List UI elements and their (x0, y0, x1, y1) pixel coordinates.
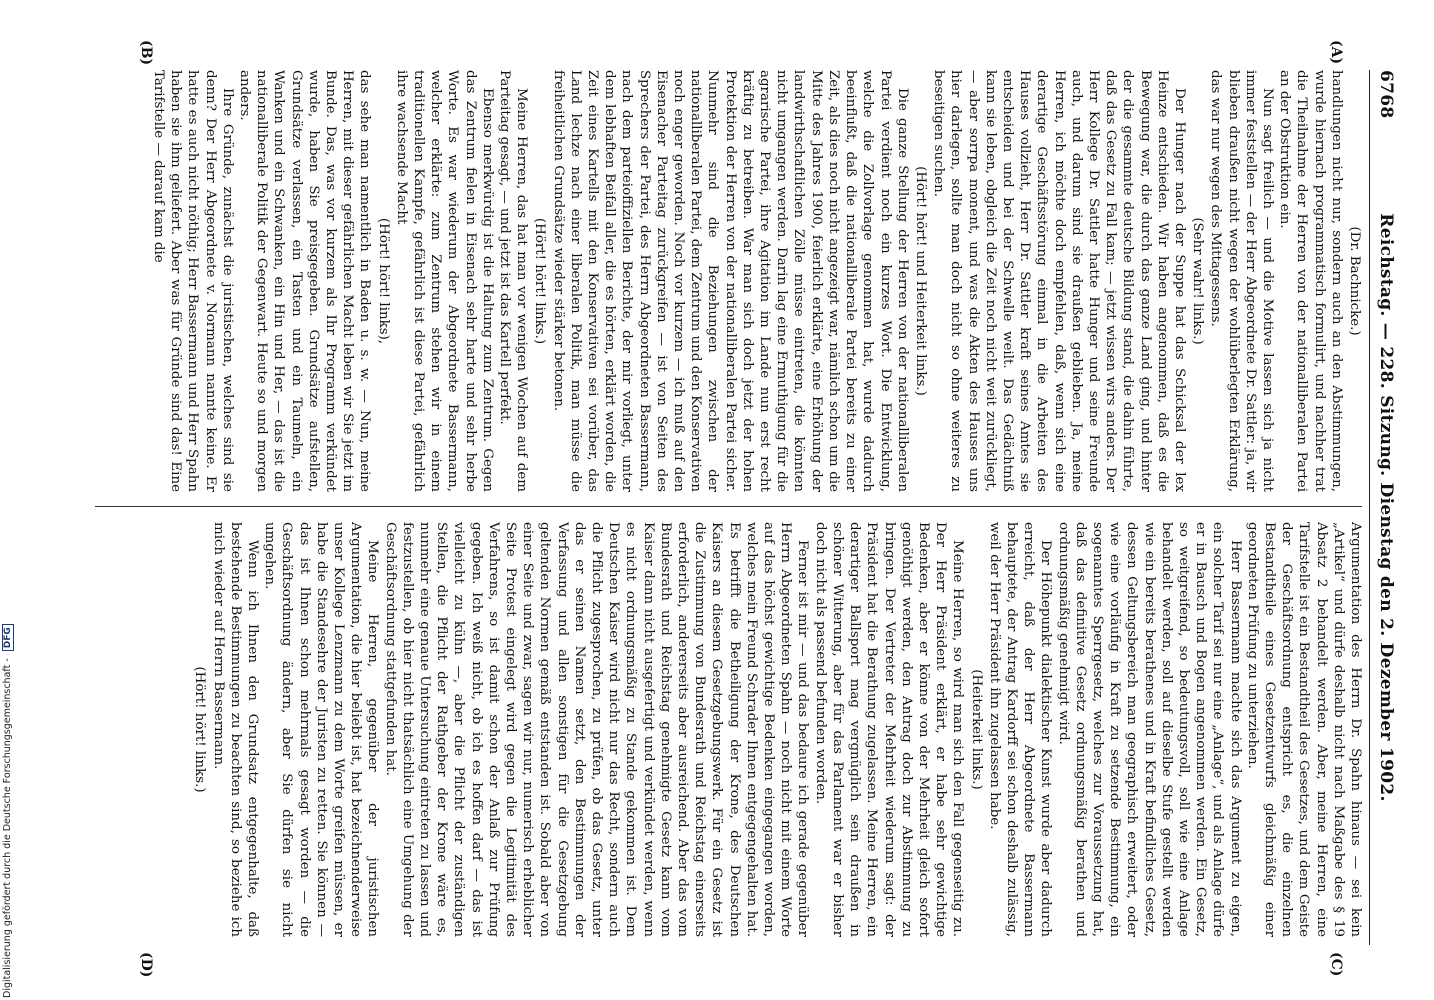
page-header (1370, 70, 1400, 945)
margin-letter-d: (D) (138, 952, 154, 978)
interjection: (Hört! hört! links.) (192, 666, 208, 793)
paragraph: handlungen nicht nur, sondern auch an den Abstimmungen, wurde hiernach programmatisch formulirt, und nachher trat die Theilnahme der Herren von der nationalliberalen Partei an der Obstruktion ein. (1277, 70, 1344, 492)
paragraph: Argumentation des Herrn Dr. Spahn hinaus — sei kein „Artikel“ und dürfe deshalb nicht nach Maßgabe des § 19 Absatz 2 behandelt werden. Aber, meine Herren, eine Tarifstelle ist ein Bestandtheil des Gesetzes, und dem Geiste der Geschäftsordnung entspricht es, die einzelnen Bestandtheile eines Gesetzentwurfs gleichmäßig einer geordneten Prüfung zu unterziehen. (1244, 522, 1363, 937)
session-title: Reichstag. — 228. Sitzung. Dienstag den 2. Dezember 1902. (1376, 213, 1396, 802)
paragraph: Der Höhepunkt dialektischer Kunst wurde aber dadurch erreicht, daß der Herr Abgeordnete Bassermann behauptete, der Antrag Kardorff sei schon deshalb zulässig, weil der Herr Präsident ihn zugelassen habe. (986, 522, 1054, 937)
digitization-credit (2, 624, 14, 998)
paragraph: Die ganze Stellung der Herren von der nationalliberalen Partei verdient noch ein kurzes Wort. Die Entwicklung, welche die Zollvorlage genommen hat, wurde dadurch beeinflußt, daß die nationalliberale Partei bereits zu einer Zeit, als dies noch nicht angezeigt war, nämlich schon um die Mitte des Jahres 1900, feierlich erklärte, eine Erhöhung der landwirthschaftlichen Zölle müsse eintreten, die könnten nicht umgangen werden. Darin lag eine Ermuthigung für die agrarische Partei, ihre Agitation im Lande nun erst recht kräftig zu betreiben. War man sich doch jetzt der hohen Protektion der Herren von der nationalliberalen Partei sicher. Nunmehr sind die Beziehungen zwischen der nationalliberalen Partei, dem Zentrum und den Konservativen noch enger geworden. Noch vor kurzem — ich muß auf den Eisenacher Parteitag zurückgreifen — ist von Seiten des Sprechers der Partei, des Herrn Abgeordneten Bassermann, nach dem parteioffiziellen Berichte, der mir vorliegt, unter dem lebhaften Beifall aller, die es hörten, erklärt worden, die Zeit eines Kartells mit den Konservativen sei vorüber, das Land lechze nach einer liberalen Politik, man müsse die freiheitlichen Grundsätze wieder stärker betonen. (550, 70, 910, 492)
margin-letter-a: (A) (1328, 40, 1344, 65)
paragraph: Wenn ich Ihnen den Grundsatz entgegenhalte, daß bestehende Bestimmungen zu beachten sind, so beziehe ich mich wieder auf Herrn Bassermann. (210, 522, 260, 937)
column-divider (95, 506, 1362, 507)
interjection: (Hört! hört! und Heiterkeit links.) (912, 166, 928, 396)
paragraph: Ferner ist mir — und das bedaure ich gerade gegenüber Herrn Abgeordneten Spahn — noch nicht mit einem Worte auf das höchst gewichtige Bedenken eingegangen worden, welches mein Freund Schrader Ihnen entgegengehalten hat. Es betrifft die Betheiligung der Krone, des Deutschen Kaisers an diesem Gesetzgebungswerk. Für ein Gesetz ist die Zustimmung von Bundesrath und Reichstag einerseits erforderlich, andererseits aber ausreichend. Aber das vom Bundesrath und Reichstag genehmigte Gesetz kann vom Kaiser dann nicht ausgefertigt und verkündet werden, wenn es nicht ordnungsmäßig zu Stande gekommen ist. Dem Deutschen Kaiser wird nicht nur das Recht, sondern auch die Pflicht zugesprochen, zu prüfen, ob das Gesetz, unter das er seinen Namen setzt, den Bestimmungen der Verfassung und allen sonstigen für die Gesetzgebung geltenden Normen gemäß entstanden ist. Sobald aber von einer Seite und zwar, sagen wir nur, numerisch erheblicher Seite Protest eingelegt wird gegen die Legitimität des Verfahrens, so ist damit schon der Anlaß zur Prüfung gegeben. Ich weiß nicht, ob ich es hoffen darf — das ist vielleicht zu kühn —, aber die Pflicht der zuständigen Stellen, die Pflicht der Rathgeber der Krone wäre es, nunmehr eine genaue Untersuchung eintreten zu lassen und festzustellen, ob hier nicht thatsächlich eine Umgehung der Geschäftsordnung stattgefunden hat. (382, 522, 811, 937)
paragraph: das sehe man namentlich in Baden u. s. w. — Nun, meine Herren, mit dieser gefährlichen Macht leben wir Sie jetzt im Bunde. Das, was vor kurzem als Ihr Programm verkündet wurde, haben Sie preisgegeben. Grundsätze aufstellen, Grundsätze verlassen, ein Tasten und ein Taumeln, ein Wanken und ein Schwanken, ein Hin und Her, — das ist die nationalliberale Politik der Gegenwart. Heute so und morgen anders. (237, 70, 373, 492)
margin-letter-b: (B) (138, 40, 154, 66)
right-column (95, 522, 1364, 937)
paragraph: Nun sagt freilich — und die Motive lassen sich ja nicht immer feststellen — der Herr Abgeordnete Dr. Sattler: ja, wir blieben draußen nicht wegen der wohlüberlegten Erklärung, das war nur wegen des Mittagessens. (1208, 70, 1275, 492)
interjection: (Heiterkeit links.) (968, 669, 984, 790)
margin-letter-c: (C) (1328, 952, 1344, 977)
credit-text: Digitalisierung gefördert durch die Deutsche Forschungsgemeinschaft - (2, 658, 13, 998)
interjection: (Hört! hört! links.) (532, 217, 548, 345)
paragraph: Meine Herren, das hat man vor wenigen Wochen auf dem Parteitag gesagt, — und jetzt ist das Kartell perfekt. (497, 70, 530, 492)
paragraph: Meine Herren, gegenüber der juristischen Argumentation, die hier beliebt ist, hat bezeichnenderweise unser Kollege Lenzmann zu dem Worte greifen müssen, er habe die Standesehre der Juristen zu retten. Sie können — das ist Ihnen schon mehrmals gesagt worden — die Geschäftsordnung ändern, aber Sie dürfen sie nicht umgehen. (262, 522, 381, 937)
paragraph: Meine Herren, so wird man sich den Fall gegenseitig zu. Der Herr Präsident erklärt, er habe sehr gewichtige Bedenken, aber er könne von der Mehrheit gleich sofort genöthigt werden, den Antrag doch zur Abstimmung zu bringen. Der Vertreter der Mehrheit wiederum sagt: der Präsident hat die Berathung zugelassen. Meine Herren, ein derartiger Ballsport mag vergnüglich sein draußen in schöner Witterung, aber für das Parlament war er bisher doch nicht als passend befunden worden. (812, 522, 966, 937)
dfg-logo: DFG (2, 624, 14, 651)
page-number: 6768 (1376, 70, 1396, 119)
interjection: (Sehr wahr! links.) (1190, 217, 1206, 345)
interjection: (Hört! hört! links), (375, 217, 391, 345)
header-rule (1369, 70, 1370, 945)
paragraph: Ebenso merkwürdig ist die Haltung zum Zentrum. Gegen das Zentrum fielen in Eisenach sehr harte und sehr herbe Worte. Es war wiederum der Abgeordnete Bassermann, welcher erklärte: zum Zentrum stehen wir in einem traditionellen Kampfe, gefährlich ist diese Partei, gefährlich ihre wachsende Macht (393, 70, 495, 492)
speaker-label: (Dr. Bachnicke.) (1347, 226, 1362, 336)
paragraph: Herr Bassermann machte sich das Argument zu eigen, ein solcher Tarif sei nur eine „Anlage“, und als Anlage dürfe er in Bausch und Bogen angenommen werden. Ein Gesetz, so weitgreifend, so bedeutungsvoll, soll wie eine Anlage behandelt werden, soll auf dieselbe Stufe gestellt werden wie ein bereits berathenes und in Kraft befindliches Gesetz, dessen Geltungsbereich man geographisch erweitert, oder wie eine vorläufig in Kraft zu setzende Bestimmung, ein sogenanntes Sperrgesetz, welches zur Voraussetzung hat, daß das definitive Gesetz ordnungsmäßig berathen und ordnungsmäßig genehmigt wird. (1055, 522, 1243, 937)
paragraph: Der Hunger nach der Suppe hat das Schicksal der lex Heinze entschieden. Wir haben angenommen, daß es die Bewegung war, die durch das ganze Land ging, und hinter der die gesammte deutsche Bildung stand, die dahin führte, daß das Gesetz zu Fall kam; — jetzt wissen wirs anders. Der Herr Kollege Dr. Sattler hatte Hunger und seine Freunde auch, und darum sind sie draußen geblieben. Ja, meine Herren, ich möchte doch empfehlen, daß, wenn sich eine derartige Geschäftsstörung einmal in die Arbeiten des Hauses vollzieht, Herr Dr. Sattler kraft seines Amtes sie entscheiden und bei der Schwelle weilt. Das Gedächtniß kann sie leben, obgleich die Zeit noch nicht weit zurückliegt, — aber sorrpa monent, und was die Akten des Hauses uns hier darlegen, sollte man doch nicht so ohne weiteres zu beseitigen suchen. (931, 70, 1187, 492)
left-column (95, 70, 1364, 492)
paragraph: Ihre Gründe, zunächst die juristischen, welches sind sie denn? Der Herr Abgeordnete v. Normann nannte keine. Er hatte es auch nicht nöthig; Herr Bassermann und Herr Spahn haben sie ihm geliefert. Aber was für Gründe sind das! Eine Tarifstelle — darauf kam die (150, 70, 235, 492)
